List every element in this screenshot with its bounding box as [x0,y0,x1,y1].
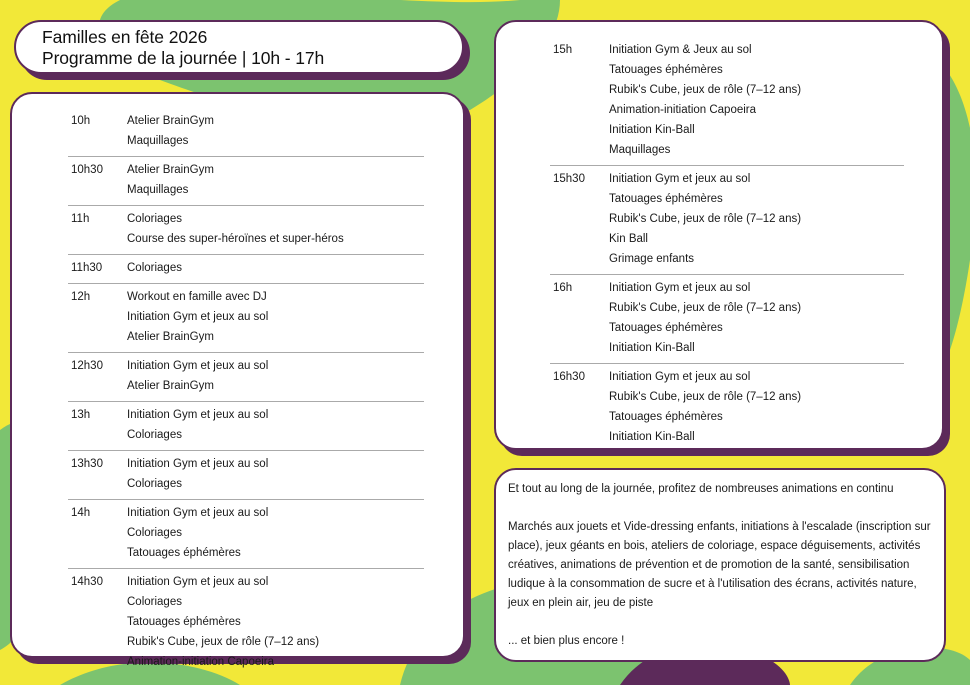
activity-item: Tatouages éphémères [127,547,241,559]
slot-time: 14h30 [71,576,103,588]
time-slot [68,451,424,500]
time-slot [68,108,424,157]
slot-time: 12h [71,291,91,303]
activity-item: Tatouages éphémères [609,411,723,423]
slot-time: 10h30 [71,164,103,176]
activity-item: Animation-initiation Capoeira [609,104,757,116]
activity-item: Workout en famille avec DJ [127,291,267,303]
activity-item: Rubik's Cube, jeux de rôle (7–12 ans) [609,213,802,225]
info-card [494,468,946,662]
activity-item: Rubik's Cube, jeux de rôle (7–12 ans) [609,391,802,403]
activity-item: Initiation Kin-Ball [609,431,695,443]
activity-item: Coloriages [127,262,182,274]
time-slot [68,206,424,255]
activity-item: Initiation Gym et jeux au sol [609,173,751,185]
time-slot [68,500,424,569]
slot-activities [609,40,904,160]
slot-activities [127,160,424,200]
slot-time: 10h [71,115,91,127]
slot-activities [127,287,424,347]
schedule-list [550,37,904,452]
activity-item: Initiation Gym et jeux au sol [127,360,269,372]
time-slot [68,157,424,206]
slot-time: 15h30 [553,173,585,185]
slot-time: 12h30 [71,360,103,372]
time-slot [68,255,424,284]
activity-item: Coloriages [127,478,182,490]
slot-time: 14h [71,507,91,519]
activity-item: Coloriages [127,429,182,441]
activity-item: Atelier BrainGym [127,380,214,392]
activity-item: Initiation Gym et jeux au sol [127,507,269,519]
slot-time: 11h30 [71,262,103,274]
activity-item: Maquillages [127,135,189,147]
time-slot [550,364,904,452]
time-slot [68,569,424,677]
activity-item: Coloriages [127,213,182,225]
slot-time: 13h30 [71,458,103,470]
activity-item: Initiation Gym et jeux au sol [127,311,269,323]
activity-item: Course des super-héroïnes et super-héros [127,233,344,245]
time-slot [68,284,424,353]
event-title: Familles en fête 2026 [42,27,208,47]
activity-item: Coloriages [127,596,182,608]
activity-item: Coloriages [127,527,182,539]
activity-item: Kin Ball [609,233,648,245]
slot-activities [127,454,424,494]
slot-time: 16h [553,282,573,294]
activity-item: Initiation Gym & Jeux au sol [609,44,752,56]
slot-activities [127,209,424,249]
activity-item: Tatouages éphémères [609,64,723,76]
activity-item: Rubik's Cube, jeux de rôle (7–12 ans) [609,302,802,314]
slot-time: 13h [71,409,91,421]
activity-item: Atelier BrainGym [127,115,214,127]
program-subtitle: Programme de la journée | 10h - 17h [42,48,325,68]
slot-time: 11h [71,213,90,225]
schedule-card-morning [10,92,465,668]
activity-item: Initiation Gym et jeux au sol [127,576,269,588]
activity-item: Initiation Gym et jeux au sol [609,282,751,294]
slot-activities [127,503,424,563]
activity-item: Maquillages [127,184,189,196]
slot-activities [609,278,904,358]
schedule-list [68,108,424,677]
activity-item: Rubik's Cube, jeux de rôle (7–12 ans) [127,636,320,648]
schedule-card-afternoon [494,20,944,450]
title-card [14,20,464,74]
activity-item: Tatouages éphémères [127,616,241,628]
slot-activities [127,405,424,445]
activity-item: Initiation Gym et jeux au sol [609,371,751,383]
activity-item: Maquillages [609,144,671,156]
activity-item: Grimage enfants [609,253,695,265]
time-slot [68,402,424,451]
slot-activities [127,111,424,151]
slot-time: 16h30 [553,371,585,383]
slot-activities [609,367,904,447]
activity-item: Animation-initiation Capoeira [127,656,275,668]
activity-item: Atelier BrainGym [127,164,214,176]
activity-item: Tatouages éphémères [609,322,723,334]
time-slot [550,166,904,275]
info-intro: Et tout au long de la journée, profitez de nombreuses animations en continu [508,483,894,495]
activity-item: Initiation Kin-Ball [609,124,695,136]
activity-item: Tatouages éphémères [609,193,723,205]
info-outro: ... et bien plus encore ! [508,635,625,647]
slot-activities [609,169,904,269]
activity-item: Initiation Gym et jeux au sol [127,409,269,421]
activity-item: Atelier BrainGym [127,331,214,343]
slot-activities [127,258,424,278]
activity-item: Initiation Gym et jeux au sol [127,458,269,470]
activity-item: Rubik's Cube, jeux de rôle (7–12 ans) [609,84,802,96]
time-slot [550,275,904,364]
slot-time: 15h [553,44,573,56]
info-body: Marchés aux jouets et Vide-dressing enfants, initiations à l'escalade (inscription sur place), jeux géants en bois, ateliers de coloriage, espace déguisements, activités créatives, animations de prévention et de promotion de la santé, sensibilisation ludique à la consommation de sucre et à l'utilisation des écrans, activités nature, jeux en plein air, jeu de piste [508,521,931,609]
activity-item: Initiation Kin-Ball [609,342,695,354]
slot-activities [127,356,424,396]
time-slot [550,37,904,166]
time-slot [68,353,424,402]
slot-activities [127,572,424,672]
